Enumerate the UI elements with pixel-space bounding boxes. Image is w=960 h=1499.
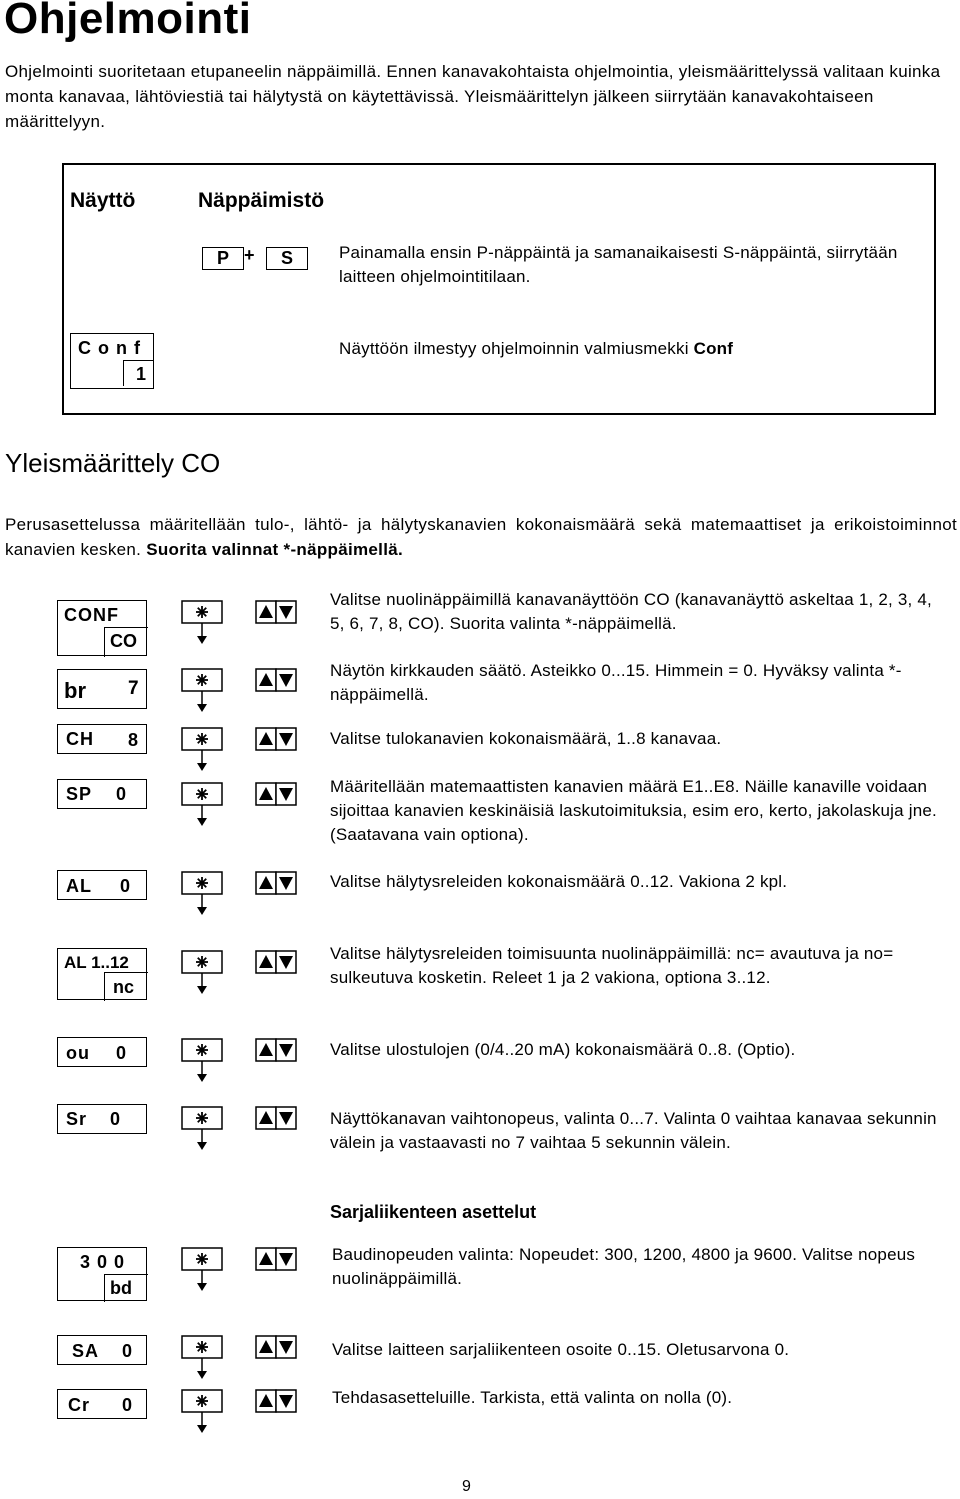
key-combination-description: Painamalla ensin P-näppäintä ja samanaikaisesti S-näppäintä, siirrytään laitteen ohjelmointitilaan. (339, 243, 898, 286)
up-arrow-key-icon[interactable] (256, 1107, 276, 1129)
row-controls (181, 1106, 297, 1156)
conf-description (339, 337, 733, 361)
asterisk-key-icon[interactable] (182, 951, 222, 973)
row-description: Näytön kirkkauden säätö. Asteikko 0...15. Himmein = 0. Hyväksy valinta *- näppäimellä. (330, 661, 902, 704)
key-controls-graphic (181, 668, 297, 718)
general-settings-bold: Suorita valinnat *-näppäimellä. (146, 540, 403, 559)
p-key[interactable]: P (202, 247, 244, 270)
row-description: Baudinopeuden valinta: Nopeudet: 300, 1200, 4800 ja 9600. Valitse nopeus nuolinäppäimillä. (332, 1245, 916, 1288)
up-arrow-key-icon[interactable] (256, 669, 276, 691)
up-arrow-key-icon[interactable] (256, 1248, 276, 1270)
row-controls (181, 1335, 297, 1385)
down-arrow-key-icon[interactable] (276, 601, 296, 623)
asterisk-key-icon[interactable] (182, 728, 222, 750)
down-arrow-key-icon[interactable] (276, 1248, 296, 1270)
row-description: Valitse laitteen sarjaliikenteen osoite 0..15. Oletusarvona 0. (332, 1340, 790, 1359)
up-arrow-key-icon[interactable] (256, 872, 276, 894)
conf-description-bold: Conf (693, 339, 734, 358)
asterisk-key-icon[interactable] (182, 1039, 222, 1061)
display-main-text: br (64, 678, 86, 703)
down-arrow-key-icon[interactable] (276, 1039, 296, 1061)
display-br (57, 669, 147, 709)
general-settings-normal: Perusasettelussa määritellään tulo-, lähtö- ja hälytyskanavien kokonaismäärä sekä matemaattiset ja erikoistoiminnot kanavien kesken. (5, 515, 957, 559)
row-description: Valitse nuolinäppäimillä kanavanäyttöön CO (kanavanäyttö askeltaa 1, 2, 3, 4, 5, 6, 7, 8, CO). Suorita valinta *-näppäimellä. (330, 590, 932, 633)
display-main-text: SP (66, 784, 93, 804)
up-arrow-key-icon[interactable] (256, 951, 276, 973)
display-sr (57, 1104, 147, 1134)
display-main-text: Cr (68, 1395, 91, 1415)
flow-down-arrow-icon (197, 704, 207, 712)
up-arrow-key-icon[interactable] (256, 1390, 276, 1412)
row-controls (181, 727, 297, 777)
up-arrow-key-icon[interactable] (256, 1039, 276, 1061)
asterisk-key-icon[interactable] (182, 1390, 222, 1412)
row-controls (181, 1389, 297, 1439)
asterisk-key-icon[interactable] (182, 1336, 222, 1358)
up-arrow-key-icon[interactable] (256, 783, 276, 805)
flow-down-arrow-icon (197, 763, 207, 771)
row-controls (181, 600, 297, 650)
display-main-text: CH (66, 729, 94, 749)
asterisk-key-icon[interactable] (182, 669, 222, 691)
display-value-text: 0 (116, 784, 128, 804)
display-main-text: AL (66, 876, 92, 896)
key-controls-graphic (181, 871, 297, 921)
flow-down-arrow-icon (197, 1074, 207, 1082)
flow-down-arrow-icon (197, 1371, 207, 1379)
key-controls-graphic (181, 1247, 297, 1297)
display-value-text: 0 (122, 1341, 134, 1361)
row-controls (181, 950, 297, 1000)
display-column-header: Näyttö (70, 189, 136, 212)
down-arrow-key-icon[interactable] (276, 783, 296, 805)
flow-down-arrow-icon (197, 636, 207, 644)
down-arrow-key-icon[interactable] (276, 1107, 296, 1129)
down-arrow-key-icon[interactable] (276, 728, 296, 750)
flow-down-arrow-icon (197, 907, 207, 915)
down-arrow-key-icon[interactable] (276, 1390, 296, 1412)
flow-down-arrow-icon (197, 1425, 207, 1433)
display-al (57, 870, 147, 900)
key-controls-graphic (181, 1335, 297, 1385)
flow-down-arrow-icon (197, 1142, 207, 1150)
key-controls-graphic (181, 1389, 297, 1439)
key-controls-graphic (181, 727, 297, 777)
conf-display (70, 333, 154, 389)
asterisk-key-icon[interactable] (182, 1248, 222, 1270)
display-value-text: 0 (120, 876, 132, 896)
up-arrow-key-icon[interactable] (256, 1336, 276, 1358)
general-settings-text (5, 512, 957, 562)
s-key[interactable]: S (266, 247, 308, 270)
down-arrow-key-icon[interactable] (276, 872, 296, 894)
display-ch (57, 724, 147, 754)
row-description: Valitse ulostulojen (0/4..20 mA) kokonaismäärä 0..8. (Optio). (330, 1040, 796, 1059)
display-value-text: 0 (116, 1043, 128, 1063)
display-main-text: Sr (66, 1109, 88, 1129)
intro-paragraph: Ohjelmointi suoritetaan etupaneelin näppäimillä. Ennen kanavakohtaista ohjelmointia, yleismäärittelyssä valitaan kuinka monta kanavaa, lähtöviestiä tai hälytystä on käytettävissä. Yleismäärittelyn jälkeen siirrytään kanavakohtaiseen määrittelyyn. (5, 62, 941, 131)
display-sa (57, 1335, 147, 1365)
row-controls (181, 782, 297, 832)
display-al-1-12 (57, 948, 147, 1000)
display-sub-text: bd (110, 1278, 132, 1298)
down-arrow-key-icon[interactable] (276, 669, 296, 691)
key-controls-graphic (181, 1106, 297, 1156)
display-baud (57, 1247, 147, 1301)
row-description: Valitse hälytysreleiden kokonaismäärä 0..12. Vakiona 2 kpl. (330, 872, 788, 891)
display-value-text: 8 (128, 730, 140, 750)
row-description: Valitse tulokanavien kokonaismäärä, 1..8 kanavaa. (330, 729, 722, 748)
row-description: Valitse hälytysreleiden toimisuunta nuolinäppäimillä: nc= avautuva ja no= sulkeutuva kosketin. Releet 1 ja 2 vakiona, optiona 3..12. (330, 944, 894, 987)
display-main-text: ou (66, 1043, 90, 1063)
asterisk-key-icon[interactable] (182, 1107, 222, 1129)
row-controls (181, 1038, 297, 1088)
general-settings-heading: Yleismäärittely CO (5, 448, 221, 478)
display-main-text: SA (72, 1341, 100, 1361)
asterisk-key-icon[interactable] (182, 601, 222, 623)
display-sp (57, 779, 147, 809)
serial-heading: Sarjaliikenteen asettelut (330, 1202, 537, 1222)
flow-down-arrow-icon (197, 818, 207, 826)
conf-description-text: Näyttöön ilmestyy ohjelmoinnin valmiusmekki (339, 339, 694, 358)
row-description: Näyttökanavan vaihtonopeus, valinta 0...7. Valinta 0 vaihtaa kanavaa sekunnin välein ja vastaavasti no 7 vaihtaa 5 sekunnin välein. (330, 1109, 937, 1152)
up-arrow-key-icon[interactable] (256, 728, 276, 750)
down-arrow-key-icon[interactable] (276, 951, 296, 973)
display-value-text: 7 (128, 678, 139, 699)
display-value-text: 0 (110, 1109, 122, 1129)
keyboard-column-header: Näppäimistö (198, 189, 325, 212)
conf-display-text: C o n f (78, 338, 141, 358)
programming-mode-box (62, 163, 936, 415)
display-value-text: 0 (122, 1395, 134, 1415)
key-controls-graphic (181, 1038, 297, 1088)
row-controls (181, 871, 297, 921)
display-main-text: 3 0 0 (80, 1252, 126, 1272)
asterisk-key-icon[interactable] (182, 783, 222, 805)
up-arrow-key-icon[interactable] (256, 601, 276, 623)
plus-sign: + (244, 245, 255, 265)
page-number: 9 (462, 1478, 471, 1495)
page-title: Ohjelmointi (4, 0, 252, 43)
row-description: Määritellään matemaattisten kanavien määrä E1..E8. Näille kanaville voidaan sijoittaa kanavien keskinäisiä laskutoimituksia, esim ero, kerto, jakolaskuja jne. (Saatavana vain optiona). (330, 777, 937, 844)
display-sub-text: CO (110, 631, 137, 651)
row-controls (181, 1247, 297, 1297)
key-controls-graphic (181, 600, 297, 650)
display-sub-text: nc (113, 977, 135, 997)
flow-down-arrow-icon (197, 1283, 207, 1291)
display-main-text: CONF (64, 605, 119, 625)
key-controls-graphic (181, 782, 297, 832)
row-description: Tehdasasetteluille. Tarkista, että valinta on nolla (0). (332, 1388, 733, 1407)
display-main-text: AL 1..12 (64, 953, 129, 972)
conf-display-sub: 1 (136, 364, 147, 384)
display-ou (57, 1037, 147, 1067)
row-controls (181, 668, 297, 718)
key-controls-graphic (181, 950, 297, 1000)
asterisk-key-icon[interactable] (182, 872, 222, 894)
display-conf-co (57, 600, 147, 656)
down-arrow-key-icon[interactable] (276, 1336, 296, 1358)
display-cr (57, 1389, 147, 1419)
flow-down-arrow-icon (197, 986, 207, 994)
